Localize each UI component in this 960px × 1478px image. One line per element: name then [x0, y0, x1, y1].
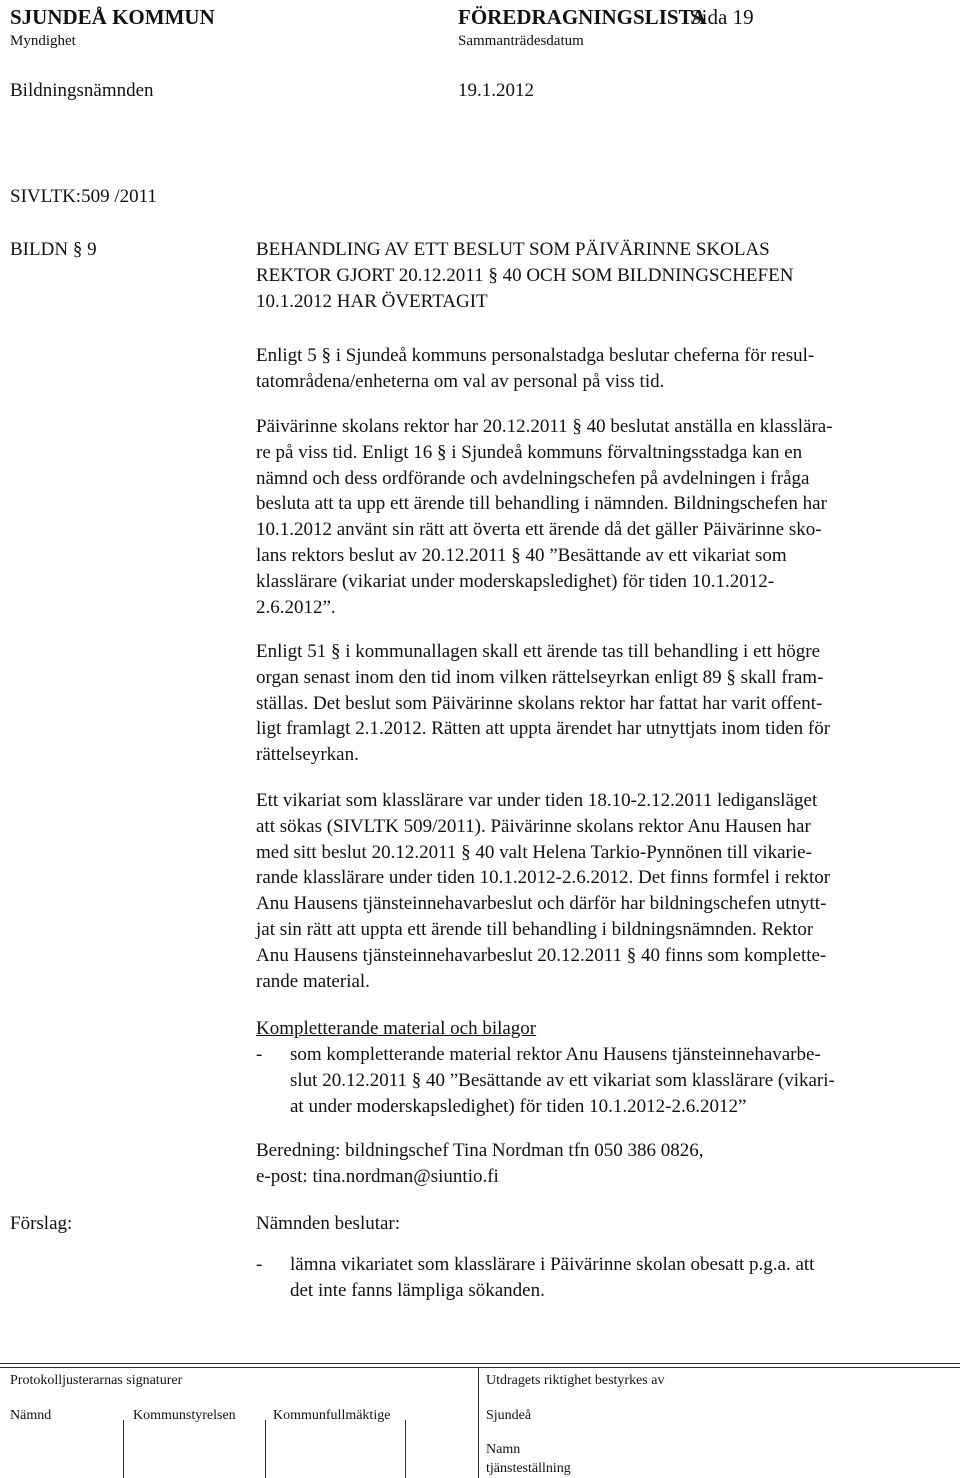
- text-line: Enligt 5 § i Sjundeå kommuns personalstadga beslutar cheferna för resul-: [256, 345, 815, 366]
- title-line: 10.1.2012 HAR ÖVERTAGIT: [256, 290, 488, 312]
- item-title: [256, 237, 946, 314]
- text-line: jat sin rätt att uppta ett ärende till behandling i bildningsnämnden. Rektor: [256, 918, 814, 940]
- item-prefix: BILDN: [10, 239, 69, 260]
- text-line: 2.6.2012”.: [256, 596, 336, 618]
- name-label: Namn: [486, 1442, 521, 1457]
- footer-center-divider: [478, 1367, 479, 1478]
- section-icon: §: [72, 239, 83, 260]
- signature-box-divider: [265, 1420, 266, 1478]
- text-line: lans rektors beslut av 20.12.2011 § 40 ”Besättande av ett vikariat som: [256, 544, 787, 566]
- email-line: e-post: tina.nordman@siuntio.fi: [256, 1165, 499, 1187]
- text-line: slut 20.12.2011 § 40 ”Besättande av ett vikariat som klasslärare (vikari-: [290, 1069, 835, 1091]
- text-line: at under moderskapsledighet) för tiden 10.1.2012-2.6.2012”: [290, 1095, 747, 1117]
- text-line: lämna vikariatet som klasslärare i Päivärinne skolan obesatt p.g.a. att: [290, 1254, 815, 1275]
- supplementary-item: [290, 1042, 946, 1119]
- position-label: tjänsteställning: [486, 1461, 571, 1476]
- paragraph-rector-decision: [256, 414, 946, 620]
- footer-top-divider: [0, 1363, 960, 1364]
- text-line: ligt framlagt 2.1.2012. Rätten att uppta ärendet har utnyttjats inom tiden för: [256, 718, 831, 740]
- proposal-bullet: -: [256, 1254, 263, 1275]
- supplementary-bullet: -: [256, 1044, 263, 1065]
- proposal-label: Förslag:: [10, 1213, 73, 1234]
- case-reference: SIVLTK:509 /2011: [10, 186, 157, 207]
- page-number: Sida 19: [690, 5, 754, 29]
- text-line: tatområdena/enheterna om val av personal på viss tid.: [256, 370, 665, 392]
- proposal-intro: [256, 1211, 946, 1237]
- place-label: Sjundeå: [486, 1408, 532, 1423]
- column-board: Nämnd: [10, 1408, 52, 1423]
- meeting-date-label: Sammanträdesdatum: [458, 33, 584, 49]
- decision-intro: Nämnden beslutar:: [256, 1213, 401, 1234]
- authority-label: Myndighet: [10, 33, 76, 49]
- text-line: Enligt 51 § i kommunallagen skall ett ärende tas till behandling i ett högre: [256, 641, 821, 662]
- text-line: rättelseyrkan.: [256, 744, 359, 766]
- paragraph-vacancy: [256, 788, 946, 994]
- text-line: att sökas (SIVLTK 509/2011). Päivärinne skolans rektor Anu Hausen har: [256, 815, 811, 837]
- text-line: nämnd och dess ordförande och avdelningschefen på avdelningen i fråga: [256, 467, 810, 489]
- text-line: besluta att ta upp ett ärende till behandling i nämnden. Bildningschefen har: [256, 493, 827, 515]
- municipality-name: SJUNDEÅ KOMMUN: [10, 5, 215, 29]
- text-line: rande material.: [256, 970, 370, 992]
- column-municipal-council: Kommunfullmäktige: [273, 1408, 391, 1423]
- text-line: Anu Hausens tjänsteinnehavarbeslut och därför har bildningschefen utnytt-: [256, 893, 827, 915]
- text-line: organ senast inom den tid inom vilken rättelseyrkan enligt 89 § skall fram-: [256, 666, 824, 688]
- proposal-text: [290, 1252, 946, 1304]
- text-line: klasslärare (vikariat under moderskapsledighet) för tiden 10.1.2012-: [256, 570, 775, 592]
- text-line: med sitt beslut 20.12.2011 § 40 valt Helena Tarkio-Pynnönen till vikarie-: [256, 841, 812, 863]
- item-number: 9: [87, 239, 97, 260]
- signature-box-divider: [405, 1420, 406, 1478]
- supplementary-heading: Kompletterande material och bilagor: [256, 1018, 537, 1039]
- signatures-label: Protokolljusterarnas signaturer: [10, 1373, 183, 1388]
- supplementary-section: [256, 1016, 946, 1042]
- signature-box-divider: [123, 1420, 124, 1478]
- paragraph-personnel-rules: [256, 343, 946, 395]
- column-municipal-board: Kommunstyrelsen: [133, 1408, 236, 1423]
- text-line: Ett vikariat som klasslärare var under tiden 18.10-2.12.2011 ledigansläget: [256, 790, 818, 811]
- preparation-info: [256, 1138, 946, 1190]
- item-label: [10, 237, 97, 262]
- text-line: Päivärinne skolans rektor har 20.12.2011 § 40 beslutat anställa en klasslära-: [256, 416, 833, 437]
- authority-name: Bildningsnämnden: [10, 80, 154, 101]
- document-title: FÖREDRAGNINGSLISTA: [458, 5, 707, 29]
- title-line: REKTOR GJORT 20.12.2011 § 40 OCH SOM BILDNINGSCHEFEN: [256, 264, 794, 286]
- text-line: 10.1.2012 använt sin rätt att överta ett ärende då det gäller Päivärinne sko-: [256, 519, 822, 541]
- text-line: det inte fanns lämpliga sökanden.: [290, 1279, 545, 1301]
- text-line: rande klasslärare under tiden 10.1.2012-2.6.2012. Det finns formfel i rektor: [256, 867, 831, 889]
- title-line: BEHANDLING AV ETT BESLUT SOM PÄIVÄRINNE SKOLAS: [256, 239, 770, 260]
- extract-label: Utdragets riktighet bestyrkes av: [486, 1373, 665, 1388]
- meeting-date: 19.1.2012: [458, 80, 534, 101]
- preparer-line: Beredning: bildningschef Tina Nordman tfn 050 386 0826,: [256, 1140, 704, 1161]
- paragraph-municipal-law: [256, 639, 946, 768]
- text-line: re på viss tid. Enligt 16 § i Sjundeå kommuns förvaltningsstadga kan en: [256, 441, 803, 463]
- text-line: som kompletterande material rektor Anu Hausens tjänsteinnehavarbe-: [290, 1044, 821, 1065]
- text-line: Anu Hausens tjänsteinnehavarbeslut 20.12.2011 § 40 finns som komplette-: [256, 944, 827, 966]
- footer-double-divider: [0, 1367, 960, 1368]
- text-line: ställas. Det beslut som Päivärinne skolans rektor har fattat har varit offent-: [256, 692, 823, 714]
